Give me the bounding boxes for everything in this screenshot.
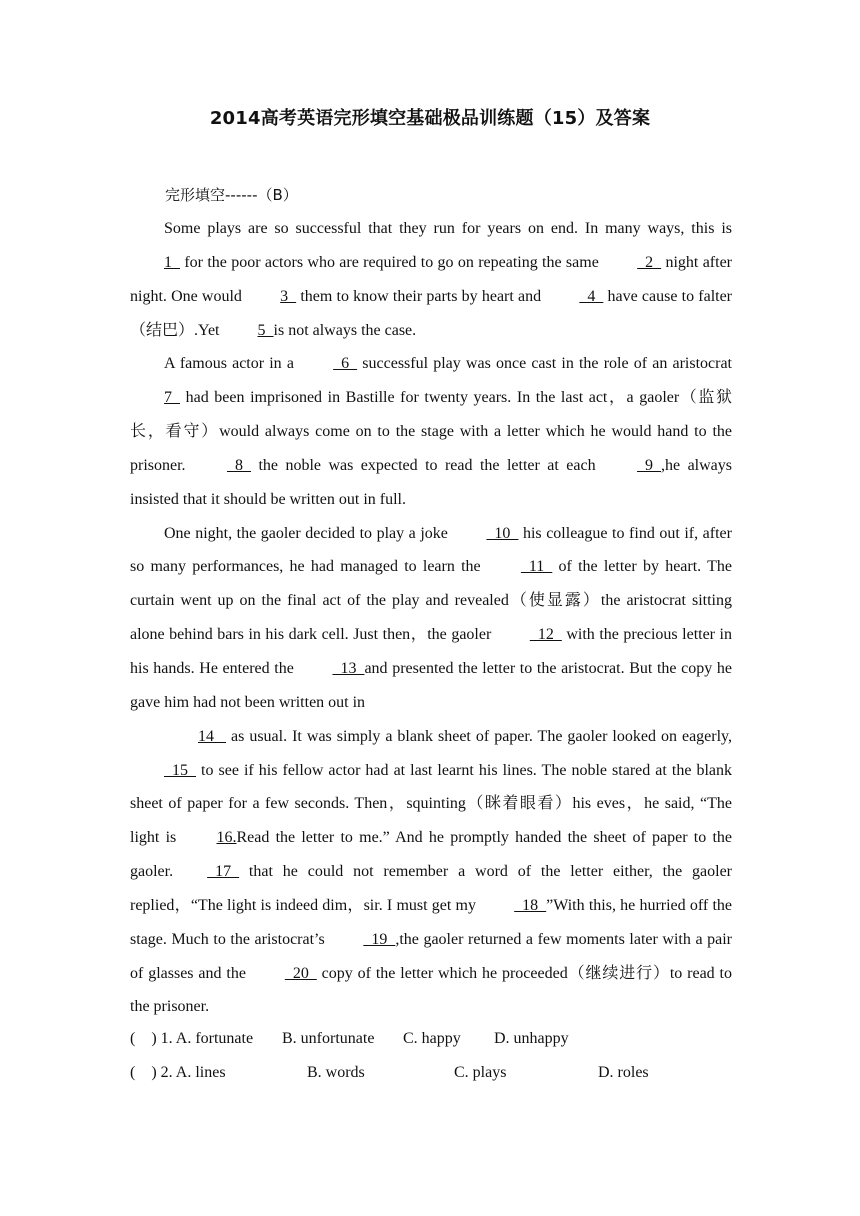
- passage-text: Read the letter to me.” And he promptly handed the sheet of paper to the gaoler.: [130, 829, 732, 881]
- answer-blank: 13: [332, 659, 365, 677]
- passage-text: ”With this, he hurried off the stage. Much to the aristocrat’s: [130, 896, 732, 948]
- passage-text: ,he always insisted that it should be written out in full.: [130, 456, 732, 508]
- answer-blank: 1: [164, 253, 180, 271]
- passage-text: successful play was once cast in the role of an aristocrat: [357, 355, 733, 373]
- paragraph-4: [130, 720, 732, 1025]
- option-c: C. happy: [403, 1030, 461, 1047]
- answer-blank: 9: [637, 456, 662, 474]
- paragraph-2: [130, 347, 732, 516]
- page-title: 2014高考英语完形填空基础极品训练题（15）及答案: [209, 108, 651, 129]
- passage-text: A famous actor in a: [164, 355, 300, 373]
- passage-text: with the precious letter in his hands. He entered the: [130, 626, 732, 677]
- answer-blank: 4: [579, 287, 604, 305]
- answer-blank: 14: [198, 727, 226, 745]
- answer-blank: 12: [529, 626, 562, 644]
- answer-blank: 19: [363, 930, 396, 948]
- answer-blank: 5: [257, 321, 274, 339]
- passage-text: to see if his fellow actor had at last learnt his lines. The noble stared at the blank sheet of paper for a few seconds. Then，squinting（眯着眼看）his eves，he said, “The light is: [130, 761, 732, 847]
- answer-blank: 20: [284, 964, 317, 982]
- answer-blank: 3: [280, 287, 297, 305]
- answer-blank: 6: [333, 355, 358, 373]
- passage-text: his colleague to find out if, after so many performances, he had managed to learn the: [130, 524, 732, 576]
- passage-text: ,the gaoler returned a few moments later with a pair of glasses and the: [130, 930, 733, 982]
- option-d: D. unhappy: [494, 1030, 569, 1047]
- passage-text: for the poor actors who are required to go on repeating the same: [180, 253, 604, 271]
- passage-text: the noble was expected to read the letter at each: [251, 456, 604, 474]
- option-b: B. unfortunate: [282, 1030, 375, 1047]
- answer-blank: 16.: [216, 829, 237, 847]
- passage-text: Some plays are so successful that they run for years on end. In many ways, this is: [164, 220, 732, 237]
- answer-blank: 18: [514, 896, 547, 914]
- option-b: B. words: [307, 1064, 365, 1081]
- answer-blank: 10: [486, 524, 519, 542]
- passage-text: is not always the case.: [273, 321, 417, 339]
- passage-text: as usual. It was simply a blank sheet of paper. The gaoler looked on eagerly,: [226, 727, 732, 745]
- question-stem: ( ) 2. A. lines: [130, 1064, 226, 1081]
- paragraph-3: [130, 517, 732, 720]
- paragraph-1: [130, 212, 732, 347]
- question-list: [130, 1022, 770, 1090]
- passage-text: that he could not remember a word of the letter either, the gaoler replied，“The light is indeed dim，sir. I must get my: [130, 863, 732, 914]
- passage-text: of the letter by heart. The curtain went up on the final act of the play and revealed（使显露）the aristocrat sitting alone behind bars in his dark cell. Just then，the gaoler: [130, 558, 732, 644]
- passage-text: One night, the gaoler decided to play a joke: [164, 524, 453, 542]
- answer-blank: 2: [637, 253, 662, 271]
- passage-text: copy of the letter which he proceeded（继续进行）to read to the prisoner.: [130, 964, 732, 1016]
- passage-text: and presented the letter to the aristocrat. But the copy he gave him had not been written out in: [130, 659, 733, 711]
- answer-blank: 7: [164, 389, 180, 407]
- question-row: [130, 1056, 770, 1090]
- question-row: [130, 1022, 770, 1056]
- question-stem: ( ) 1. A. fortunate: [130, 1030, 254, 1047]
- passage-text: night after night. One would: [130, 253, 732, 305]
- passage-text: them to know their parts by heart and: [296, 287, 546, 305]
- passage: [130, 212, 732, 1024]
- option-c: C. plays: [454, 1064, 507, 1081]
- section-label: 完形填空------（B）: [165, 186, 298, 204]
- passage-text: have cause to falter（结巴）.Yet: [130, 287, 733, 339]
- answer-blank: 11: [520, 558, 553, 576]
- option-d: D. roles: [598, 1064, 649, 1081]
- answer-blank: 17: [207, 863, 240, 881]
- answer-blank: 15: [164, 761, 196, 779]
- answer-blank: 8: [227, 456, 251, 474]
- passage-text: had been imprisoned in Bastille for twenty years. In the last act，a gaoler（监狱长，看守）would always come on to the stage with a letter which he would hand to the prisoner.: [130, 389, 732, 474]
